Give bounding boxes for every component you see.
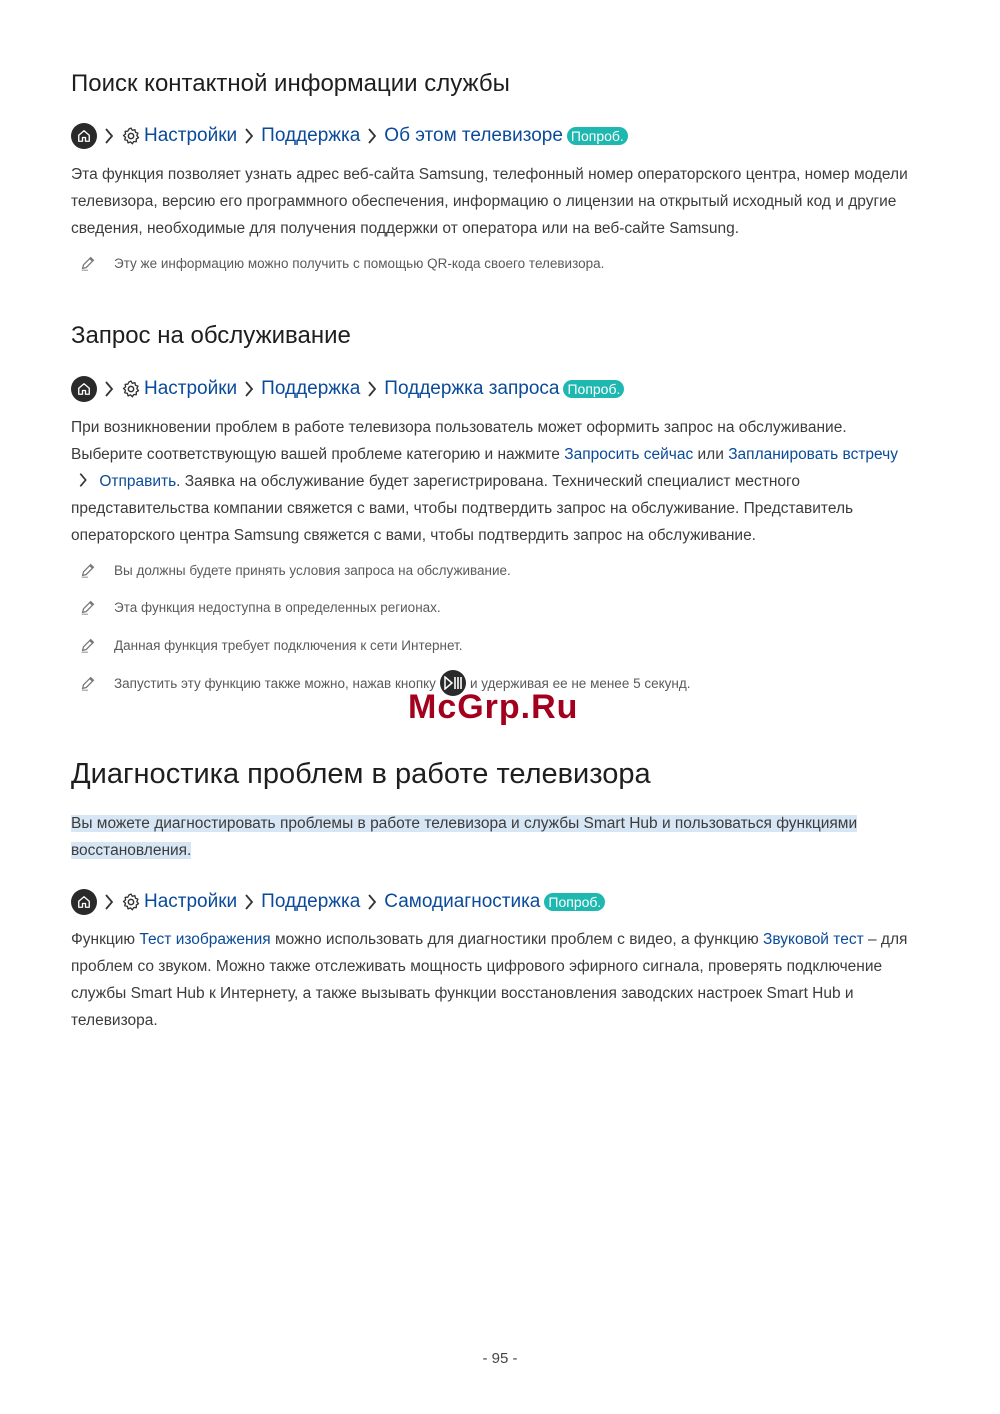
body-text: . Заявка на обслуживание будет зарегистрирована. Технический специалист местного представительства компании свяжется с вами, чтобы подтвердить запрос на обслуживание. Представитель операторского центра Samsung свяжется с вами, чтобы подтвердить запрос на обслуживание.: [71, 473, 854, 544]
section-title-contact: Поиск контактной информации службы: [71, 70, 510, 97]
chevron-right-icon: [99, 126, 119, 146]
body-text: При возникновении проблем в работе телевизора пользователь может оформить запрос на обслуживание. Выберите соответствующую вашей проблеме категорию и нажмите: [71, 419, 847, 463]
chevron-right-icon: [362, 126, 382, 146]
watermark: McGrp.Ru: [408, 688, 579, 726]
chevron-right-icon: [99, 892, 119, 912]
note-text: Запустить эту функцию также можно, нажав кнопку: [114, 675, 436, 691]
section-title-service-request: Запрос на обслуживание: [71, 322, 351, 349]
path-item-support[interactable]: Поддержка: [261, 125, 361, 146]
body-text: – для проблем со звуком. Можно также отслеживать мощность цифрового эфирного сигнала, проверять подключение службы Smart Hub к Интернету, а также вызывать функции восстановления заводских настроек Smart Hub и телевизора.: [71, 931, 908, 1029]
section-title-diagnostics: Диагностика проблем в работе телевизора: [71, 758, 651, 790]
body-text: или: [693, 446, 729, 463]
path-item-self-diagnosis[interactable]: Самодиагностика: [384, 891, 541, 912]
chevron-right-icon: [239, 892, 259, 912]
note-text: Эта функция недоступна в определенных регионах.: [114, 599, 441, 615]
body-text: можно использовать для диагностики проблем с видео, а функцию: [270, 931, 764, 948]
note-text: Эту же информацию можно получить с помощью QR-кода своего телевизора.: [114, 255, 605, 271]
menu-path-diagnostics: [71, 888, 605, 916]
link-picture-test[interactable]: Тест изображения: [139, 931, 271, 948]
link-send[interactable]: Отправить: [99, 473, 177, 490]
section-body-diagnostics: [71, 926, 921, 1034]
chevron-right-icon: [362, 892, 382, 912]
note-button-hold: [79, 670, 691, 696]
section-body-service-request: [71, 414, 921, 549]
path-item-support[interactable]: Поддержка: [261, 378, 361, 399]
gear-icon: [121, 379, 141, 399]
chevron-right-icon: [239, 126, 259, 146]
home-icon: [71, 123, 97, 149]
menu-path-service-request: [71, 375, 624, 403]
link-sound-test[interactable]: Звуковой тест: [763, 931, 864, 948]
body-text: Функцию: [71, 931, 140, 948]
chevron-right-icon: [239, 379, 259, 399]
section-intro-diagnostics: [71, 810, 921, 864]
pencil-note-icon: [79, 598, 97, 616]
pencil-note-icon: [79, 674, 97, 692]
menu-path-contact: [71, 122, 628, 150]
path-item-about-tv[interactable]: Об этом телевизоре: [384, 125, 563, 146]
chevron-right-icon: [99, 379, 119, 399]
note-regions: [79, 598, 441, 616]
section-body-contact: Эта функция позволяет узнать адрес веб-сайта Samsung, телефонный номер операторского центра, номер модели телевизора, версию его программного обеспечения, информацию о лицензии на открытый исходный код и другие сведения, необходимые для получения поддержки от оператора или на веб-сайте Samsung.: [71, 166, 908, 237]
chevron-right-icon: [362, 379, 382, 399]
note-text: Вы должны будете принять условия запроса на обслуживание.: [114, 562, 511, 578]
highlighted-text: Вы можете диагностировать проблемы в работе телевизора и службы Smart Hub и пользоваться функциями восстановления.: [71, 815, 858, 859]
note-text: Данная функция требует подключения к сети Интернет.: [114, 637, 463, 653]
note-terms: [79, 561, 511, 579]
home-icon: [71, 889, 97, 915]
chevron-right-icon: [73, 471, 93, 489]
note-internet: [79, 636, 462, 654]
path-item-support[interactable]: Поддержка: [261, 891, 361, 912]
gear-icon: [121, 126, 141, 146]
home-icon: [71, 376, 97, 402]
try-now-button[interactable]: Попроб.: [563, 380, 624, 398]
path-item-settings[interactable]: Настройки: [144, 891, 238, 912]
note-text: и удерживая ее не менее 5 секунд.: [469, 675, 691, 691]
try-now-button[interactable]: Попроб.: [567, 127, 628, 145]
path-item-request-support[interactable]: Поддержка запроса: [384, 378, 560, 399]
pencil-note-icon: [79, 254, 97, 272]
pencil-note-icon: [79, 636, 97, 654]
try-now-button[interactable]: Попроб.: [544, 893, 605, 911]
page-number: - 95 -: [482, 1350, 518, 1367]
path-item-settings[interactable]: Настройки: [144, 378, 238, 399]
note-qr: [79, 254, 604, 272]
path-item-settings[interactable]: Настройки: [144, 125, 238, 146]
link-request-now[interactable]: Запросить сейчас: [564, 446, 694, 463]
pencil-note-icon: [79, 561, 97, 579]
link-schedule-appointment[interactable]: Запланировать встречу: [728, 446, 898, 463]
gear-icon: [121, 892, 141, 912]
